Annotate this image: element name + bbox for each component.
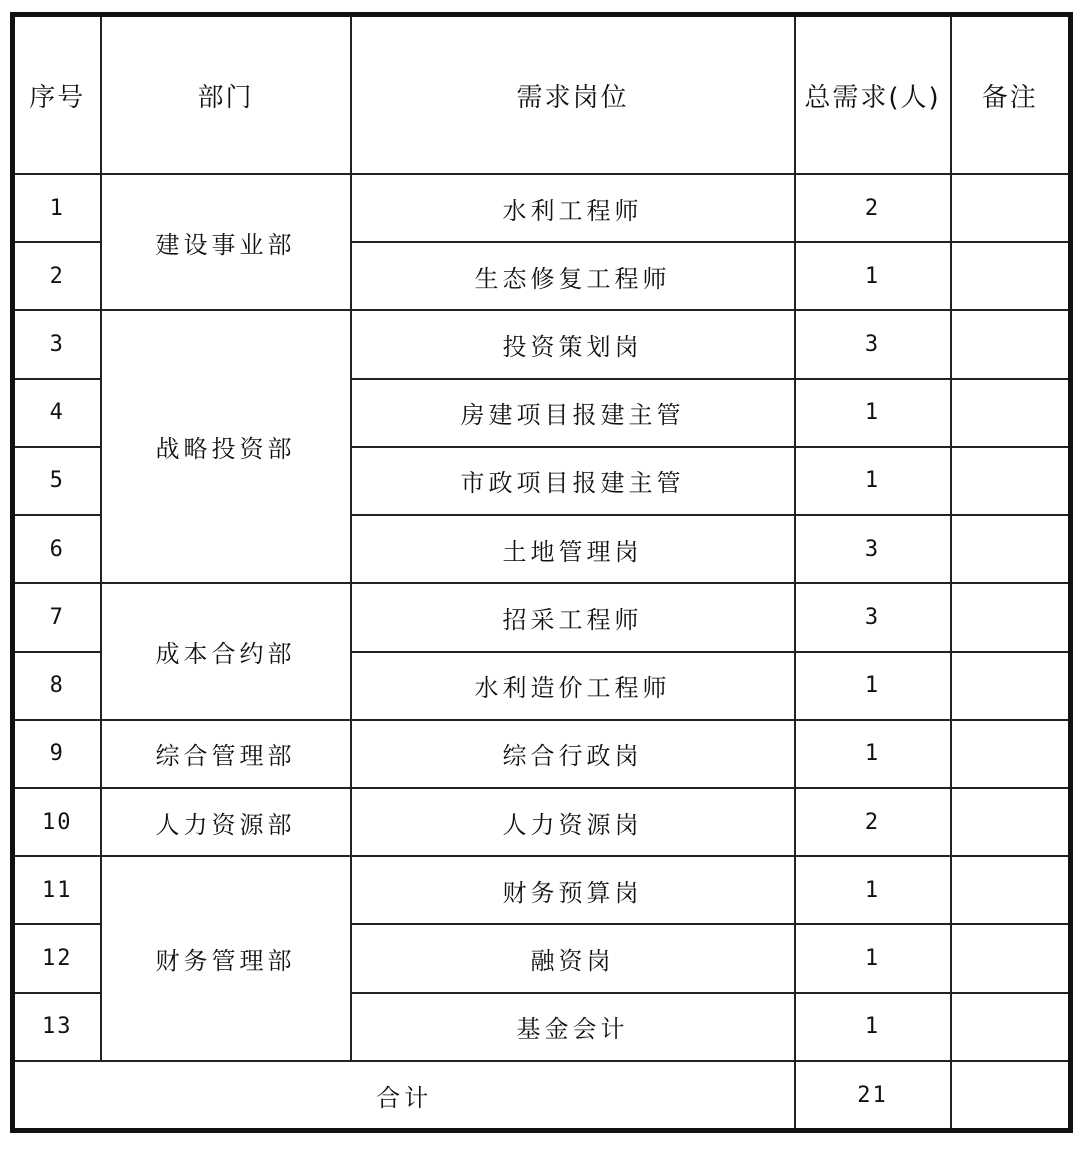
count-cell: 1	[795, 993, 951, 1061]
total-note	[951, 1061, 1071, 1131]
count-cell: 2	[795, 788, 951, 856]
row-number: 2	[13, 242, 101, 310]
position-cell: 融资岗	[351, 924, 795, 992]
row-number: 1	[13, 174, 101, 242]
header-department: 部门	[101, 15, 351, 175]
position-cell: 水利造价工程师	[351, 652, 795, 720]
note-cell	[951, 652, 1071, 720]
position-cell: 基金会计	[351, 993, 795, 1061]
position-cell: 综合行政岗	[351, 720, 795, 788]
count-cell: 1	[795, 379, 951, 447]
count-cell: 1	[795, 242, 951, 310]
note-cell	[951, 788, 1071, 856]
department-cell: 战略投资部	[101, 310, 351, 583]
header-row	[13, 15, 1071, 175]
note-cell	[951, 993, 1071, 1061]
count-cell: 1	[795, 652, 951, 720]
note-cell	[951, 174, 1071, 242]
table-row	[13, 856, 1071, 924]
note-cell	[951, 310, 1071, 378]
position-cell: 财务预算岗	[351, 856, 795, 924]
position-cell: 市政项目报建主管	[351, 447, 795, 515]
row-number: 4	[13, 379, 101, 447]
total-row	[13, 1061, 1071, 1131]
row-number: 3	[13, 310, 101, 378]
table-row	[13, 788, 1071, 856]
row-number: 5	[13, 447, 101, 515]
department-cell: 财务管理部	[101, 856, 351, 1061]
note-cell	[951, 924, 1071, 992]
note-cell	[951, 856, 1071, 924]
row-number: 10	[13, 788, 101, 856]
total-count: 21	[795, 1061, 951, 1131]
position-cell: 土地管理岗	[351, 515, 795, 583]
position-cell: 人力资源岗	[351, 788, 795, 856]
table-row	[13, 720, 1071, 788]
note-cell	[951, 379, 1071, 447]
position-cell: 生态修复工程师	[351, 242, 795, 310]
count-cell: 1	[795, 924, 951, 992]
table-row	[13, 174, 1071, 242]
row-number: 9	[13, 720, 101, 788]
row-number: 11	[13, 856, 101, 924]
table-row	[13, 583, 1071, 651]
header-no: 序号	[13, 15, 101, 175]
note-cell	[951, 447, 1071, 515]
position-cell: 投资策划岗	[351, 310, 795, 378]
total-label: 合计	[13, 1061, 795, 1131]
department-cell: 建设事业部	[101, 174, 351, 310]
note-cell	[951, 515, 1071, 583]
department-cell: 人力资源部	[101, 788, 351, 856]
header-note: 备注	[951, 15, 1071, 175]
row-number: 12	[13, 924, 101, 992]
note-cell	[951, 242, 1071, 310]
position-cell: 房建项目报建主管	[351, 379, 795, 447]
department-cell: 成本合约部	[101, 583, 351, 719]
count-cell: 3	[795, 310, 951, 378]
count-cell: 2	[795, 174, 951, 242]
row-number: 13	[13, 993, 101, 1061]
department-cell: 综合管理部	[101, 720, 351, 788]
recruitment-table	[10, 12, 1073, 1133]
row-number: 7	[13, 583, 101, 651]
count-cell: 1	[795, 720, 951, 788]
note-cell	[951, 583, 1071, 651]
count-cell: 1	[795, 447, 951, 515]
table-row	[13, 310, 1071, 378]
row-number: 8	[13, 652, 101, 720]
position-cell: 招采工程师	[351, 583, 795, 651]
header-count: 总需求(人)	[795, 15, 951, 175]
position-cell: 水利工程师	[351, 174, 795, 242]
count-cell: 3	[795, 583, 951, 651]
header-position: 需求岗位	[351, 15, 795, 175]
count-cell: 1	[795, 856, 951, 924]
row-number: 6	[13, 515, 101, 583]
note-cell	[951, 720, 1071, 788]
count-cell: 3	[795, 515, 951, 583]
